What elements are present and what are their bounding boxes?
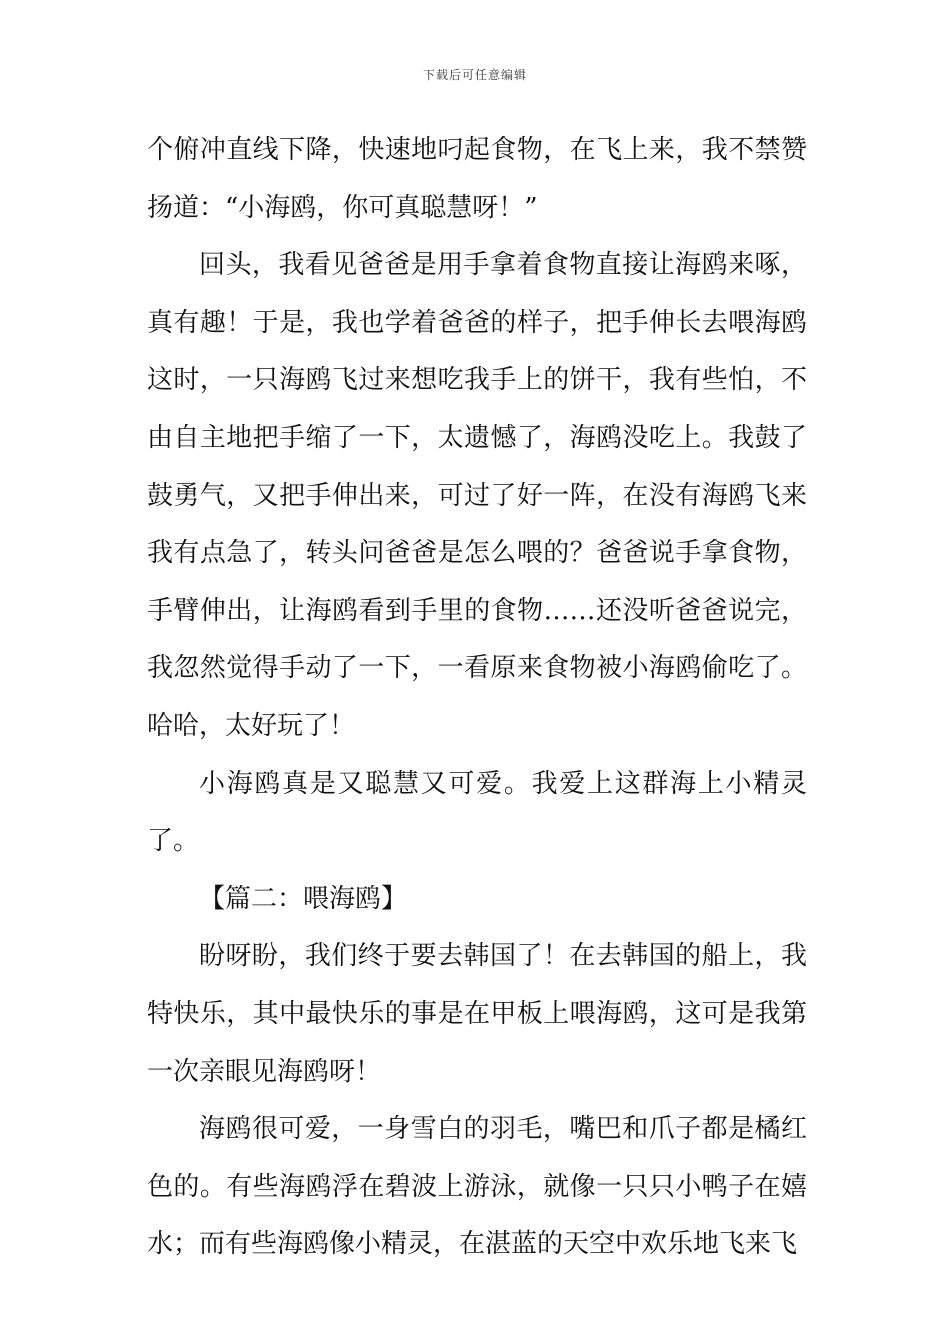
- page-header-note: 下载后可任意编辑: [422, 68, 527, 82]
- paragraph-trip-intro: 盼呀盼，我们终于要去韩国了！在去韩国的船上，我特快乐，其中最快乐的事是在甲板上喂海鸥，这可是我第一次亲眼见海鸥呀！: [147, 941, 807, 1087]
- paragraph-conclusion: 小海鸥真是又聪慧又可爱。我爱上这群海上小精灵了。: [147, 768, 807, 857]
- paragraph-continuation: 个俯冲直线下降，快速地叼起食物，在飞上来，我不禁赞扬道：“小海鸥，你可真聪慧呀！”: [147, 135, 807, 223]
- paragraph-feeding-story: 回头，我看见爸爸是用手拿着食物直接让海鸥来啄，真有趣！于是，我也学着爸爸的样子，把手伸长去喂海鸥这时，一只海鸥飞过来想吃我手上的饼干，我有些怕，不由自主地把手缩了一下，太遗憾了，海鸥没吃上。我鼓了鼓勇气，又把手伸出来，可过了好一阵，在没有海鸥飞来我有点急了，转头问爸爸是怎么喂的？爸爸说手拿食物，手臂伸出，让海鸥看到手里的食物……还没听爸爸说完，我忽然觉得手动了一下，一看原来食物被小海鸥偷吃了。哈哈，太好玩了！: [147, 250, 807, 741]
- article-body: [147, 122, 807, 1274]
- section-title: 【篇二：喂海鸥】: [199, 883, 408, 914]
- paragraph-seagull-description: 海鸥很可爱，一身雪白的羽毛，嘴巴和爪子都是橘红色的。有些海鸥浮在碧波上游泳，就像一只只小鸭子在嬉水；而有些海鸥像小精灵，在湛蓝的天空中欢乐地飞来飞: [147, 1114, 807, 1260]
